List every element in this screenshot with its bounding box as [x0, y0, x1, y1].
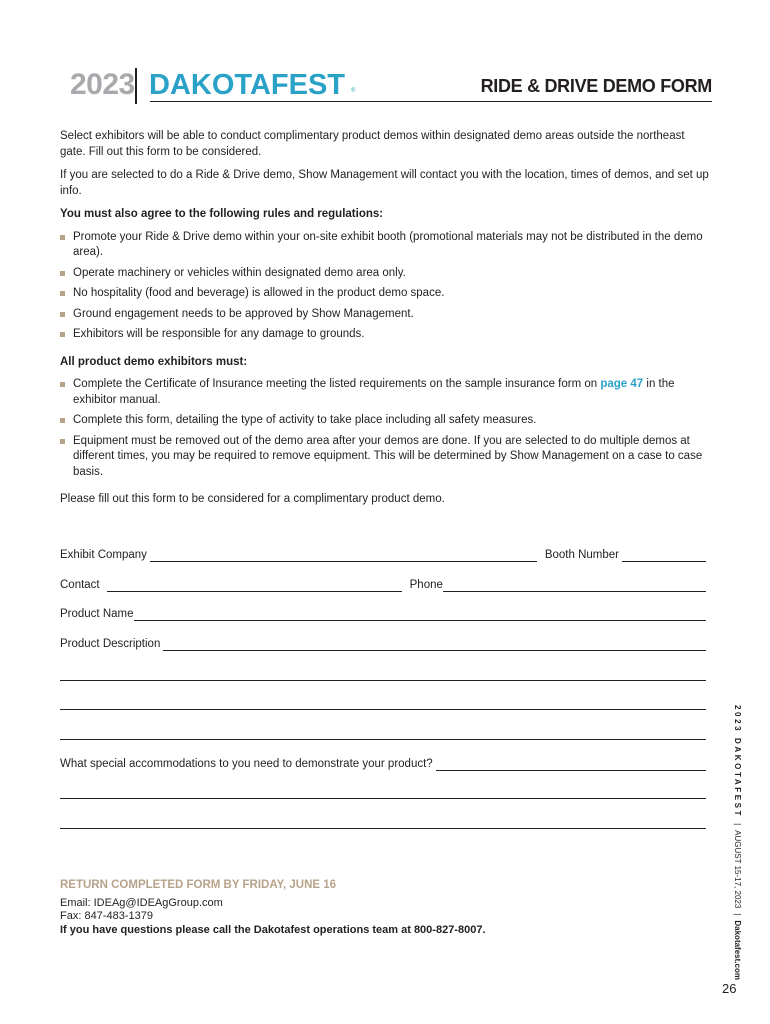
contact-fax: Fax: 847-483-1379 [60, 910, 153, 922]
form-title: RIDE & DRIVE DEMO FORM [480, 76, 712, 96]
side-brand: 2023 DAKOTAFEST [733, 705, 742, 819]
accommodations-line-2[interactable] [60, 798, 706, 799]
product-name-field[interactable] [134, 610, 706, 621]
requirements-heading: All product demo exhibitors must: [60, 355, 248, 368]
page-47-link[interactable]: page 47 [600, 378, 644, 390]
list-item: Promote your Ride & Drive demo within your on-site exhibit booth (promotional materials may not be distributed in the demo area). [60, 230, 710, 261]
contact-field[interactable] [107, 581, 402, 592]
product-description-field[interactable] [163, 640, 706, 651]
intro-paragraph-1: Select exhibitors will be able to conduct complimentary product demos within designated demo areas outside the northeast gate. Fill out this form to be considered. [60, 130, 685, 158]
list-item: Ground engagement needs to be approved by Show Management. [60, 307, 710, 323]
phone-field[interactable] [443, 581, 706, 592]
dakotafest-logo: DAKOTAFEST [149, 69, 346, 101]
description-line-2[interactable] [60, 680, 706, 681]
intro-paragraph-2: If you are selected to do a Ride & Drive demo, Show Management will contact you with the location, times of demos, and set up info. [60, 169, 709, 197]
list-item [60, 377, 710, 408]
exhibit-company-row [60, 548, 706, 562]
closing-paragraph: Please fill out this form to be considered for a complimentary product demo. [60, 493, 445, 505]
contact-email[interactable]: Email: IDEAg@IDEAgGroup.com [60, 896, 223, 909]
booth-number-field[interactable] [622, 551, 706, 562]
registered-mark: ® [351, 88, 356, 94]
product-description-row [60, 637, 706, 651]
requirements-list [60, 377, 710, 480]
form-instructions [60, 129, 710, 516]
description-line-3[interactable] [60, 709, 706, 710]
side-separator: | [733, 823, 742, 826]
exhibit-company-label: Exhibit Company [60, 549, 147, 561]
list-item-text: in the exhibitor manual. [73, 378, 675, 406]
phone-label: Phone [409, 579, 443, 591]
accommodations-field[interactable] [436, 760, 706, 771]
rules-list [60, 230, 710, 343]
description-line-4[interactable] [60, 739, 706, 740]
booth-number-label: Booth Number [544, 549, 619, 561]
contact-row [60, 578, 706, 592]
contact-label: Contact [60, 579, 100, 591]
list-item: Equipment must be removed out of the demo area after your demos are done. If you are selected to do multiple demos at different times, you may be required to remove equipment. This will be determined by Show Management on a case to case basis. [60, 434, 710, 481]
list-item: Complete this form, detailing the type of activity to take place including all safety measures. [60, 413, 710, 429]
exhibit-company-field[interactable] [150, 551, 537, 562]
product-name-row [60, 607, 706, 621]
page-number: 26 [722, 981, 737, 996]
side-website[interactable]: Dakotafest.com [733, 920, 742, 980]
product-name-label: Product Name [60, 608, 134, 620]
questions-line: If you have questions please call the Dakotafest operations team at 800-827-8007. [60, 923, 486, 936]
header-divider [135, 68, 137, 104]
list-item: Operate machinery or vehicles within designated demo area only. [60, 266, 710, 282]
list-item: No hospitality (food and beverage) is allowed in the product demo space. [60, 286, 710, 302]
list-item-text: Complete the Certificate of Insurance meeting the listed requirements on the sample insurance form on [73, 378, 601, 390]
side-footer [727, 705, 747, 980]
side-separator: | [733, 913, 742, 916]
return-info [60, 879, 486, 937]
rules-heading: You must also agree to the following rules and regulations: [60, 208, 384, 220]
list-item: Exhibitors will be responsible for any damage to grounds. [60, 327, 710, 343]
product-description-label: Product Description [60, 638, 161, 650]
year-label: 2023 [70, 68, 135, 101]
page-header [60, 68, 712, 102]
accommodations-row [60, 757, 706, 771]
side-dates: AUGUST 15-17, 2023 [733, 830, 742, 909]
header-rule [150, 101, 712, 102]
accommodations-line-3[interactable] [60, 828, 706, 829]
return-deadline: RETURN COMPLETED FORM BY FRIDAY, JUNE 16 [60, 879, 337, 891]
accommodations-label: What special accommodations to you need to demonstrate your product? [60, 758, 433, 770]
